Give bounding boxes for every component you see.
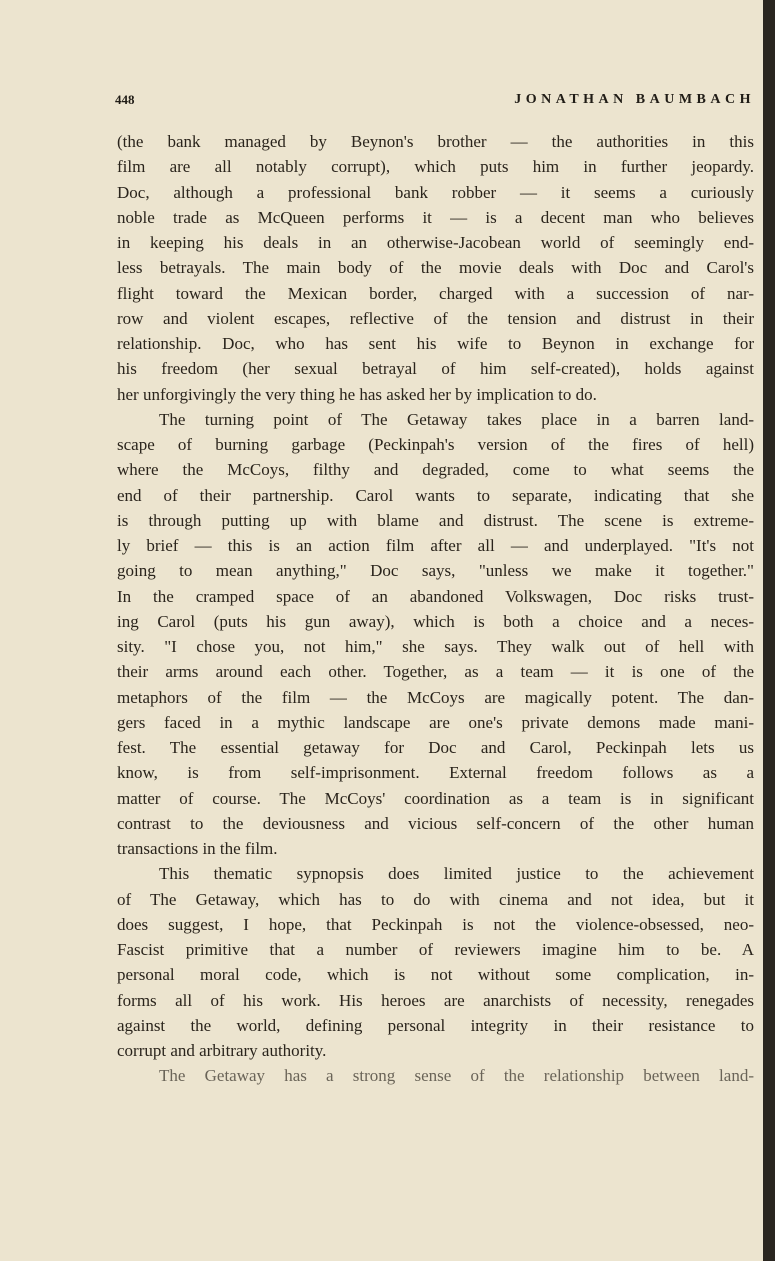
text-line: film are all notably corrupt), which puts him in further jeopardy.	[117, 157, 754, 177]
text-line: his freedom (her sexual betrayal of him self-created), holds against	[117, 359, 754, 379]
text-line: sity. "I chose you, not him," she says. They walk out of hell with	[117, 637, 754, 656]
text-line: row and violent escapes, reflective of the tension and distrust in their	[117, 308, 754, 328]
text-line: The Getaway has a strong sense of the relationship between land-	[159, 1066, 754, 1086]
paragraph	[117, 861, 754, 1063]
text-line: The turning point of The Getaway takes place in a barren land-	[159, 409, 754, 429]
body-text	[117, 129, 754, 1089]
text-line: going to mean anything," Doc says, "unless we make it together."	[117, 561, 754, 581]
text-line: (the bank managed by Beynon's brother — the authorities in this	[117, 132, 754, 151]
text-line: is through putting up with blame and distrust. The scene is extreme-	[117, 510, 754, 530]
text-line: know, is from self-imprisonment. External freedom follows as a	[117, 763, 754, 783]
text-line: transactions in the film.	[117, 839, 278, 858]
page-header	[115, 92, 755, 112]
text-line: This thematic sypnopsis does limited justice to the achievement	[159, 864, 754, 884]
page-edge	[763, 0, 775, 1261]
text-line: where the McCoys, filthy and degraded, come to what seems the	[117, 460, 754, 480]
text-line: Fascist primitive that a number of reviewers imagine him to be. A	[117, 940, 754, 959]
text-line: of The Getaway, which has to do with cinema and not idea, but it	[117, 889, 754, 909]
text-line: flight toward the Mexican border, charged with a succession of nar-	[117, 283, 754, 303]
text-line: scape of burning garbage (Peckinpah's version of the fires of hell)	[117, 435, 754, 454]
text-line: ly brief — this is an action film after all — and underplayed. "It's not	[117, 536, 754, 555]
text-line: her unforgivingly the very thing he has asked her by implication to do.	[117, 384, 597, 404]
text-line: in keeping his deals in an otherwise-Jacobean world of seemingly end-	[117, 233, 754, 252]
text-line: does suggest, I hope, that Peckinpah is not the violence-obsessed, neo-	[117, 914, 754, 934]
text-line: noble trade as McQueen performs it — is a decent man who believes	[117, 207, 754, 227]
text-line: corrupt and arbitrary authority.	[117, 1041, 327, 1060]
text-line: personal moral code, which is not without some complication, in-	[117, 965, 754, 985]
text-line: matter of course. The McCoys' coordination as a team is in significant	[117, 788, 754, 808]
text-line: fest. The essential getaway for Doc and Carol, Peckinpah lets us	[117, 738, 754, 757]
text-line: relationship. Doc, who has sent his wife to Beynon in exchange for	[117, 334, 754, 353]
text-line: ing Carol (puts his gun away), which is both a choice and a neces-	[117, 611, 754, 631]
text-line: gers faced in a mythic landscape are one's private demons made mani-	[117, 712, 754, 732]
paragraph	[117, 407, 754, 862]
text-line: In the cramped space of an abandoned Volkswagen, Doc risks trust-	[117, 586, 754, 606]
text-line: metaphors of the film — the McCoys are magically potent. The dan-	[117, 687, 754, 707]
text-line: Doc, although a professional bank robber — it seems a curiously	[117, 182, 754, 202]
paragraph	[117, 129, 754, 407]
text-line: against the world, defining personal integrity in their resistance to	[117, 1015, 754, 1035]
text-line: forms all of his work. His heroes are anarchists of necessity, renegades	[117, 990, 754, 1010]
text-line: less betrayals. The main body of the movie deals with Doc and Carol's	[117, 258, 754, 278]
running-head: JONATHAN BAUMBACH	[514, 92, 755, 107]
page-number: 448	[115, 92, 135, 107]
paragraph	[117, 1063, 754, 1088]
text-line: contrast to the deviousness and vicious self-concern of the other human	[117, 813, 754, 833]
text-line: end of their partnership. Carol wants to separate, indicating that she	[117, 485, 754, 505]
text-line: their arms around each other. Together, as a team — it is one of the	[117, 662, 754, 682]
